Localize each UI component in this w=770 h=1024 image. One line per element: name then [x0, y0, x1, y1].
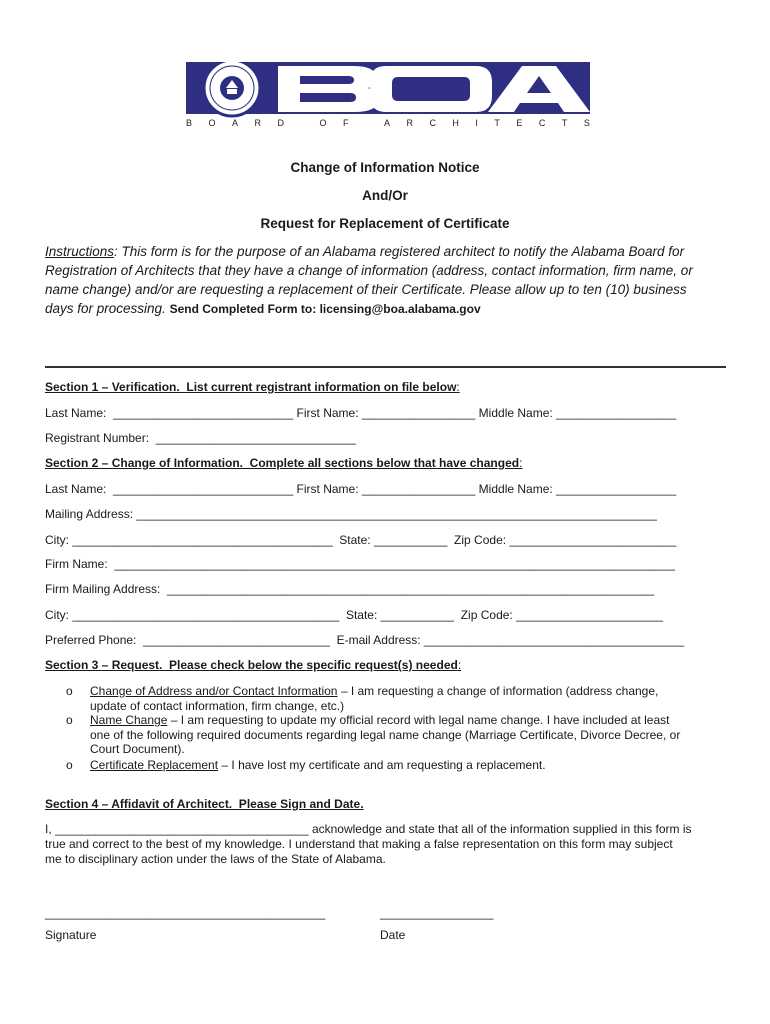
- checkbox-bullet[interactable]: o: [66, 758, 73, 772]
- city-state-zip-fields[interactable]: City: _______________________________________ State: ___________ Zip Code: _________________________: [45, 533, 677, 547]
- section-1-heading: Section 1 – Verification. List current registrant information on file below:: [45, 380, 460, 394]
- section-3-heading: Section 3 – Request. Please check below the specific request(s) needed:: [45, 658, 462, 672]
- logo-subtitle-letter: C: [538, 118, 546, 128]
- logo-subtitle-letter: O: [319, 118, 327, 128]
- logo-subtitle-letter: O: [208, 118, 216, 128]
- logo-subtitle-letter: T: [561, 118, 568, 128]
- option-title: Name Change: [90, 713, 168, 727]
- logo-subtitle-letter: S: [583, 118, 590, 128]
- send-to-email[interactable]: Send Completed Form to: licensing@boa.alabama.gov: [169, 302, 481, 316]
- signature-line[interactable]: __________________________________________: [45, 906, 326, 920]
- phone-email-fields[interactable]: Preferred Phone: ____________________________ E-mail Address: _______________________________________: [45, 633, 685, 647]
- section-divider: [45, 366, 726, 368]
- current-name-fields[interactable]: Last Name: ___________________________ First Name: _________________ Middle Name: __________________: [45, 406, 677, 420]
- logo-subtitle-letter: I: [475, 118, 478, 128]
- form-subtitle-and-or: And/Or: [362, 188, 408, 203]
- instructions-label: Instructions: [45, 244, 115, 259]
- option-title: Change of Address and/or Contact Information: [90, 684, 338, 698]
- form-subtitle-request: Request for Replacement of Certificate: [260, 216, 510, 231]
- checkbox-bullet[interactable]: o: [66, 713, 73, 727]
- date-label: Date: [380, 928, 406, 942]
- signature-label: Signature: [45, 928, 97, 942]
- firm-city-state-zip-fields[interactable]: City: ________________________________________ State: ___________ Zip Code: ______________________: [45, 608, 663, 622]
- logo-subtitle-gap: [300, 118, 303, 128]
- logo-subtitle-gap: [365, 118, 368, 128]
- logo-subtitle-letter: R: [254, 118, 261, 128]
- logo-subtitle: [186, 118, 590, 128]
- section-2-heading: Section 2 – Change of Information. Complete all sections below that have changed:: [45, 456, 523, 470]
- logo-subtitle-letter: R: [406, 118, 413, 128]
- logo-subtitle-letter: C: [429, 118, 436, 128]
- logo-subtitle-letter: F: [342, 118, 349, 128]
- logo-subtitle-letter: E: [516, 118, 523, 128]
- logo-subtitle-letter: H: [452, 118, 459, 128]
- firm-mailing-address-field[interactable]: Firm Mailing Address: _________________________________________________________________________: [45, 582, 655, 596]
- logo-subtitle-letter: T: [494, 118, 500, 128]
- registrant-number-field[interactable]: Registrant Number: ______________________________: [45, 431, 356, 445]
- option-certificate-replacement[interactable]: o Certificate Replacement – I have lost my certificate and am requesting a replacement.: [66, 758, 546, 772]
- option-change-of-address[interactable]: o Change of Address and/or Contact Information – I am requesting a change of information (address change, update of contact information, firm change, etc.): [66, 684, 659, 713]
- logo-subtitle-letter: B: [186, 118, 193, 128]
- date-line[interactable]: _________________: [380, 906, 494, 920]
- instructions-paragraph: Instructions: This form is for the purpose of an Alabama registered architect to notify the Alabama Board for Registration of Architects that they have a change of information (address, contact information, firm name, or name change) and/or are requesting a replacement of their Certificate. Please allow up to ten (10) business days for processing. Send Completed Form to: licensing@boa.alabama.gov: [45, 244, 693, 316]
- logo-subtitle-letter: A: [383, 118, 390, 128]
- affidavit-name-field[interactable]: I, ______________________________________ acknowledge and state that all of the information supplied in this form is: [45, 822, 692, 836]
- option-title: Certificate Replacement: [90, 758, 219, 772]
- affidavit-paragraph: I, ______________________________________ acknowledge and state that all of the information supplied in this form is true and correct to the best of my knowledge. I understand that making a false representation on this form may subject me to disciplinary action under the laws of the State of Alabama.: [45, 822, 692, 866]
- section-4-heading: Section 4 – Affidavit of Architect. Please Sign and Date.: [45, 797, 364, 811]
- logo-subtitle-letter: A: [232, 118, 239, 128]
- option-name-change[interactable]: o Name Change – I am requesting to update my official record with legal name change. I have included at least one of the following required documents regarding legal name change (Marriage Certificate, Divorce Decree, or Court Document).: [66, 713, 681, 756]
- form-title: Change of Information Notice: [290, 160, 480, 175]
- firm-name-field[interactable]: Firm Name: ____________________________________________________________________________________: [45, 557, 675, 571]
- mailing-address-field[interactable]: Mailing Address: ______________________________________________________________________________: [45, 507, 657, 521]
- checkbox-bullet[interactable]: o: [66, 684, 73, 698]
- logo-subtitle-letter: D: [277, 118, 284, 128]
- new-name-fields[interactable]: Last Name: ___________________________ First Name: _________________ Middle Name: __________________: [45, 482, 677, 496]
